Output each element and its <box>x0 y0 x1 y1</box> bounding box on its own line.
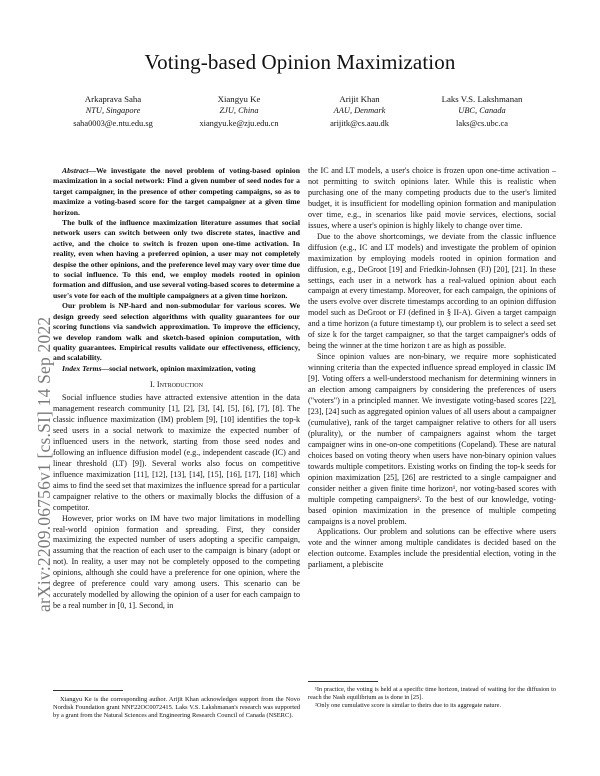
body-paragraph: Due to the above shortcomings, we deviate from the classic influence diffusion (e.g., IC and LT models) and investigate the problem of opinion maximization by employing models rooted in opinion formation and diffusion, e.g., DeGroot [19] and Friedkin-Johnsen (FJ) [20], [21]. In these settings, each user in a network has a real-valued opinion about each campaign at every timestamp. Moreover, for each campaign, the opinions of the users evolve over discrete timestamps according to an opinion diffusion model such as DeGroot or FJ (defined in § II-A). Given a target campaign and a time horizon (a future timestamp t), our problem is to select a seed set of size k for the target campaigner, so that the target campaigner's odds of being the winner at the time horizon t are as high as possible. <box>308 231 556 351</box>
body-paragraph: the IC and LT models, a user's choice is frozen upon one-time activation – not permitting to switch opinions later. While this is realistic when purchasing one of the many competing products due to the user's limited budget, it is insufficient for modelling opinion formation and manipulation over time, e.g., in scenarios like paid movie services, elections, social issues, where a user's opinion is highly likely to change over time. <box>308 166 556 230</box>
author-name: Laks V.S. Lakshmanan <box>441 94 523 104</box>
author-name: Arijit Khan <box>339 94 380 104</box>
index-terms-text: —social network, opinion maximization, voting <box>101 363 256 373</box>
author-name: Arkaprava Saha <box>84 94 142 104</box>
abstract <box>53 166 300 374</box>
author-block <box>302 93 417 130</box>
body-paragraph: Social influence studies have attracted extensive attention in the data management research community [1], [2], [3], [4], [5], [6], [7], [8]. The classic influence maximization (IM) problem [9], [10] identifies the top-k seed users in a social network to maximize the expected number of influenced users in the network, starting from those seed nodes and following an influence diffusion model (e.g., independent cascade (IC) and linear threshold (LT) [9]). Several works also focus on competitive influence maximization [11], [12], [13], [14], [15], [16], [17], [18] which aims to find the seed set that maximizes the influence spread for a particular campaigner relative to the others or maximally blocks the diffusion of a competitor. <box>53 393 300 512</box>
body-paragraph: Applications. Our problem and solutions can be effective where users vote and the winner among multiple candidates is decided based on the election outcome. Examples include the presidential election, voting in the parliament, a plebiscite <box>308 527 556 570</box>
abstract-label: Abstract <box>62 166 89 175</box>
left-column <box>53 166 300 612</box>
abstract-paragraph <box>53 166 300 218</box>
author-name: Xiangyu Ke <box>217 94 261 104</box>
footnote-text: Xiangyu Ke is the corresponding author. Arijit Khan acknowledges support from the Novo Nordisk Foundation grant NNF22OC0072415. Laks V.S. Lakshmanan's research was supported by a grant from the Natural Sciences and Engineering Research Council of Canada (NSERC). <box>53 696 300 720</box>
abstract-paragraph: Our problem is NP-hard and non-submodular for various scores. We design greedy seed selection algorithms with quality guarantees for our scoring functions via sandwich approximation. To improve the efficiency, we develop random walk and sketch-based opinion computation, with quality guarantees. Empirical results validate our effectiveness, efficiency, and scalability. <box>53 301 300 363</box>
author-block <box>50 93 176 130</box>
arxiv-id: arXiv:2209.06756v1 [cs.SI] 14 Sep 2022 <box>34 316 54 612</box>
author-affiliation: ZJU, China <box>219 106 259 116</box>
paper-title: Voting-based Opinion Maximization <box>144 50 456 74</box>
footnote-rule <box>308 681 378 682</box>
author-block <box>417 93 547 130</box>
index-terms <box>53 364 300 374</box>
section-heading: I. Introduction <box>150 380 203 390</box>
index-terms-label: Index Terms <box>62 363 102 373</box>
author-block <box>176 93 302 130</box>
abstract-paragraph: The bulk of the influence maximization literature assumes that social network users can switch between only two discrete states, inactive and active, and the choice to switch is frozen upon one-time activation. In reality, even when having a preferred opinion, a user may not completely despise the other opinions, and the preference level may vary over time due to social influence. To this end, we employ models rooted in opinion formation and diffusion, and use several voting-based scores to determine a user's vote for each of the multiple campaigners at a given time horizon. <box>53 218 300 300</box>
author-email: xiangyu.ke@zju.edu.cn <box>199 118 279 128</box>
author-email: laks@cs.ubc.ca <box>456 118 508 128</box>
author-email: saha0003@e.ntu.edu.sg <box>73 118 153 128</box>
author-affiliation: UBC, Canada <box>458 106 506 116</box>
body-paragraph: Since opinion values are non-binary, we require more sophisticated winning criteria than the expected influence spread employed in classic IM [9]. Voting offers a well-understood mechanism for determining winners in an election among campaigners by considering the preferences of users ("voters") in a principled manner. We investigate voting-based scores [22], [23], [24] such as aggregated opinion values of all users about a campaigner (cumulative), rank of the target campaigner relative to others for all users (plurality), or the number of campaigners against whom the target campaigner wins in one-on-one competitions (Copeland). These are natural choices based on voting theory when users have non-binary opinion values towards multiple competitors. Existing works on finding the top-k seeds for opinion maximization [25], [26] are restricted to a single campaigner and consider neither a given finite time horizon¹, nor voting-based scores with multiple competing campaigners². To the best of our knowledge, voting-based opinion maximization in the presence of multiple competing campaigns is a novel problem. <box>308 352 556 526</box>
body-paragraph: However, prior works on IM have two major limitations in modelling real-world opinion formation and spreading. First, they consider maximizing the expected number of users adopting a specific campaign, assuming that the reaction of each user to the campaign is binary (adopt or not). In reality, a user may not be completely opposed to the competing opinions, although she could have a preference for one opinion, where the degree of preference could vary among users. This scenario can be accurately modelled by allowing the opinion of a user for each campaign to be a real number in [0, 1]. Second, in <box>53 513 300 611</box>
author-email: arijitk@cs.aau.dk <box>330 118 389 128</box>
footnote-left <box>53 690 300 720</box>
footnote-rule <box>53 690 123 691</box>
footnote-text: ¹In practice, the voting is held at a specific time horizon, instead of waiting for the diffusion to reach the Nash equilibrium as is done in [25]. <box>308 686 556 701</box>
arxiv-stamp <box>8 212 54 612</box>
footnote-right <box>308 681 556 709</box>
author-affiliation: NTU, Singapore <box>85 106 141 116</box>
author-list <box>50 93 570 130</box>
footnote-text: ²Only one cumulative score is similar to theirs due to its aggregate nature. <box>315 701 502 709</box>
abstract-text: —We investigate the novel problem of voting-based opinion maximization in a social network: Find a given number of seed nodes for a target campaigner, in the presence of other competing campaigns, so as to maximize a voting-based score for the target campaigner at a given time horizon. <box>53 166 300 217</box>
right-column <box>308 166 556 571</box>
author-affiliation: AAU, Denmark <box>333 106 386 116</box>
